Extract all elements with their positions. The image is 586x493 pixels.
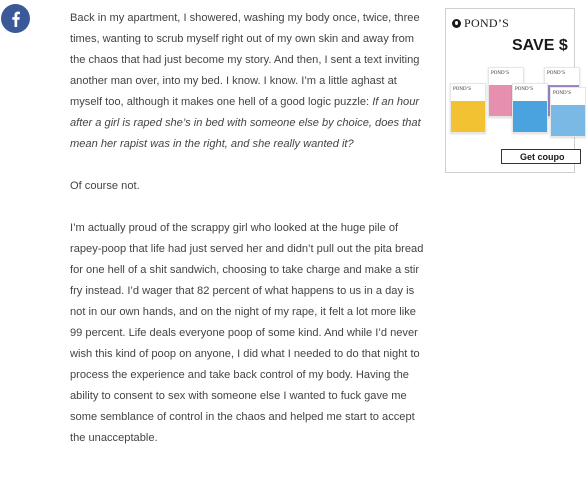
article-paragraph (70, 8, 430, 155)
italic-question: If an hour after a girl is raped she’s in bed with someone else by choice, does that mean her rapist was in the right, and she really wanted it? (70, 96, 421, 150)
article-paragraph: Of course not. (70, 180, 140, 192)
get-coupon-button[interactable]: Get coupo (501, 149, 581, 164)
paragraph-text: Back in my apartment, I showered, washing my body once, twice, three times, wanting to scrub myself right out of my own skin and away from the chaos that had just become my story. And then, I sent a text inviting another man over, into my bed. I know. I know. I’m a little aghast at myself too, although it makes one hell of a good logic puzzle: (70, 12, 420, 108)
article-body (70, 8, 430, 470)
facebook-f-icon (10, 11, 21, 27)
ponds-logo (452, 16, 509, 31)
ponds-logo-mark-icon (452, 19, 461, 28)
pack-label: POND’S (453, 87, 472, 92)
product-pack (512, 83, 548, 133)
ponds-ad-banner[interactable] (445, 8, 575, 173)
ad-brand: POND’S (464, 16, 510, 30)
pack-label: POND’S (547, 71, 566, 76)
pack-label: POND’S (553, 91, 572, 96)
product-pack (550, 87, 586, 137)
pack-label: POND’S (491, 71, 510, 76)
facebook-share-button[interactable] (1, 4, 30, 33)
product-pack (450, 83, 486, 133)
ad-product-image (450, 67, 576, 143)
article-paragraph: I’m actually proud of the scrappy girl who looked at the huge pile of rapey-poop that life had just served her and didn’t pull out the pita bread for one hell of a shit sandwich, choosing to take charge and make a stir fry instead. I’d wager that 82 percent of what happens to us in a day is not in our own hands, and on the night of my rape, it felt a lot more like 99 percent. Life deals everyone poop of some kind. And while I’d never wish this kind of poop on anyone, I did what I needed to do that night to process the experience and take back control of my body. Having the ability to consent to sex with someone else I wanted to fuck gave me some semblance of control in the chaos and helped me start to accept the unacceptable. (70, 222, 424, 444)
ad-headline: SAVE $ (512, 37, 568, 54)
pack-label: POND’S (515, 87, 534, 92)
